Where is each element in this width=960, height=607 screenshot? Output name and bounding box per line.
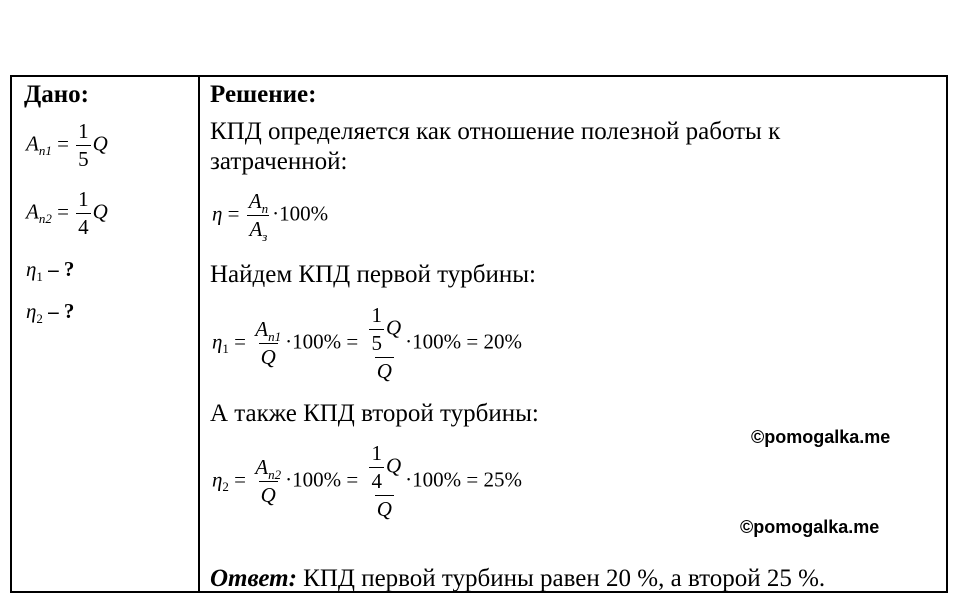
solution-header: Решение:	[210, 81, 317, 108]
efficiency-formula: η = $\frac{A_п}{A_з}$ ·100%	[212, 189, 329, 244]
answer-label: Ответ:	[210, 565, 297, 592]
intro-line-2: затраченной:	[210, 148, 348, 175]
intro-line-1: КПД определяется как отношение полезной работы к	[210, 118, 781, 145]
watermark-2: ©pomogalka.me	[740, 517, 880, 537]
given-a1: $A_{п1}$ = $\frac{1}{5}$ Q	[26, 119, 108, 171]
given-header: Дано:	[24, 81, 89, 108]
solution-table	[10, 75, 948, 593]
second-turbine-formula: $\eta_2$ = $\frac{A_{п2}}{Q}$ ·100% = $\frac{1}{4}$ Q Q ·100% = 25%	[212, 441, 522, 521]
first-turbine-label: Найдем КПД первой турбины:	[210, 261, 537, 288]
answer-text: КПД первой турбины равен 20 %, а второй 25 %.	[296, 565, 826, 592]
answer-line	[210, 565, 825, 593]
given-a2: $A_{п2}$ = $\frac{1}{4}$ Q	[26, 187, 108, 239]
first-turbine-formula: $\eta_1$ = $\frac{A_{п1}}{Q}$ ·100% = $\frac{1}{5}$ Q Q ·100% = 20%	[212, 303, 522, 383]
column-divider	[198, 77, 200, 591]
given-eta1: $\eta_1$ – ?	[26, 257, 75, 284]
given-eta2: $\eta_2$ – ?	[26, 299, 75, 326]
second-turbine-label: А также КПД второй турбины:	[210, 400, 539, 427]
watermark-1: ©pomogalka.me	[751, 427, 891, 447]
